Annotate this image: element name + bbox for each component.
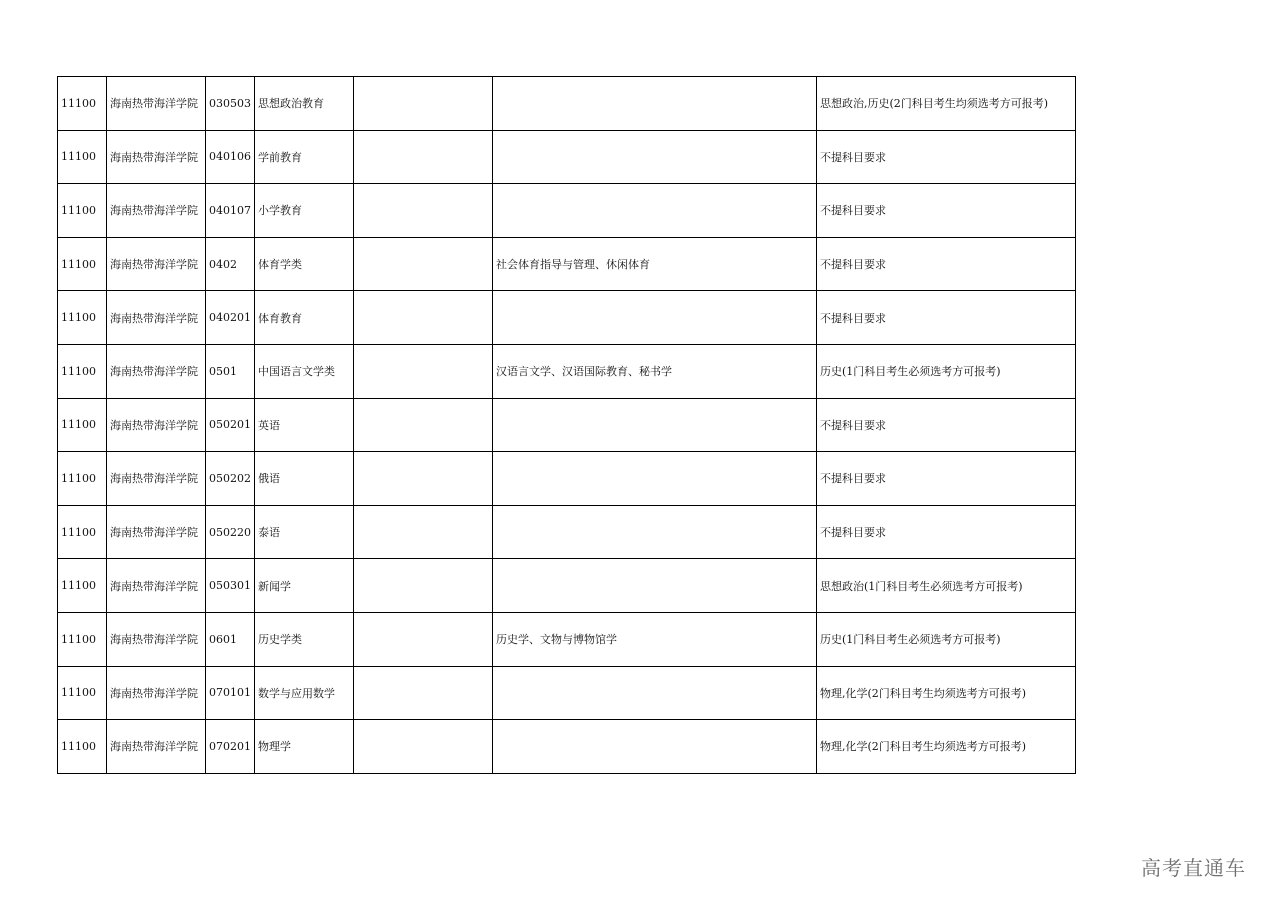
major-code-cell: 0501 (206, 344, 255, 398)
table-row (58, 666, 1076, 720)
major-code-cell: 050220 (206, 505, 255, 559)
school-code-cell: 11100 (58, 344, 107, 398)
school-code-cell: 11100 (58, 505, 107, 559)
note-cell (354, 559, 493, 613)
school-name-cell: 海南热带海洋学院 (107, 720, 206, 774)
school-code-cell: 11100 (58, 237, 107, 291)
note-cell (354, 130, 493, 184)
table-row (58, 505, 1076, 559)
major-code-cell: 070101 (206, 666, 255, 720)
major-code-cell: 040106 (206, 130, 255, 184)
included-majors-cell (493, 452, 817, 506)
subject-requirement-cell: 不提科目要求 (817, 291, 1076, 345)
school-name-cell: 海南热带海洋学院 (107, 505, 206, 559)
major-code-cell: 040201 (206, 291, 255, 345)
included-majors-cell (493, 398, 817, 452)
school-code-cell: 11100 (58, 130, 107, 184)
subject-requirement-cell: 物理,化学(2门科目考生均须选考方可报考) (817, 720, 1076, 774)
major-name-cell: 俄语 (255, 452, 354, 506)
watermark-text: 高考直通车 (1141, 856, 1246, 880)
school-name-cell: 海南热带海洋学院 (107, 77, 206, 131)
major-name-cell: 新闻学 (255, 559, 354, 613)
note-cell (354, 720, 493, 774)
major-name-cell: 思想政治教育 (255, 77, 354, 131)
subject-requirement-cell: 不提科目要求 (817, 452, 1076, 506)
table-row (58, 398, 1076, 452)
school-name-cell: 海南热带海洋学院 (107, 291, 206, 345)
major-code-cell: 030503 (206, 77, 255, 131)
included-majors-cell (493, 77, 817, 131)
major-name-cell: 物理学 (255, 720, 354, 774)
table-row (58, 559, 1076, 613)
major-code-cell: 040107 (206, 184, 255, 238)
school-code-cell: 11100 (58, 77, 107, 131)
school-name-cell: 海南热带海洋学院 (107, 130, 206, 184)
included-majors-cell: 社会体育指导与管理、休闲体育 (493, 237, 817, 291)
major-name-cell: 体育教育 (255, 291, 354, 345)
major-code-cell: 050202 (206, 452, 255, 506)
subject-requirement-cell: 历史(1门科目考生必须选考方可报考) (817, 612, 1076, 666)
note-cell (354, 77, 493, 131)
included-majors-cell (493, 666, 817, 720)
table-row (58, 291, 1076, 345)
note-cell (354, 184, 493, 238)
subject-requirement-cell: 不提科目要求 (817, 184, 1076, 238)
subject-requirement-cell: 不提科目要求 (817, 398, 1076, 452)
subject-requirement-cell: 不提科目要求 (817, 505, 1076, 559)
major-name-cell: 历史学类 (255, 612, 354, 666)
major-name-cell: 数学与应用数学 (255, 666, 354, 720)
table-row (58, 237, 1076, 291)
subject-requirement-cell: 物理,化学(2门科目考生均须选考方可报考) (817, 666, 1076, 720)
school-name-cell: 海南热带海洋学院 (107, 184, 206, 238)
included-majors-cell: 汉语言文学、汉语国际教育、秘书学 (493, 344, 817, 398)
major-code-cell: 050201 (206, 398, 255, 452)
school-code-cell: 11100 (58, 291, 107, 345)
school-name-cell: 海南热带海洋学院 (107, 398, 206, 452)
major-name-cell: 学前教育 (255, 130, 354, 184)
table-row (58, 77, 1076, 131)
major-name-cell: 小学教育 (255, 184, 354, 238)
school-code-cell: 11100 (58, 666, 107, 720)
note-cell (354, 398, 493, 452)
included-majors-cell (493, 130, 817, 184)
school-code-cell: 11100 (58, 452, 107, 506)
included-majors-cell (493, 720, 817, 774)
major-code-cell: 050301 (206, 559, 255, 613)
included-majors-cell (493, 505, 817, 559)
included-majors-cell (493, 291, 817, 345)
major-code-cell: 0402 (206, 237, 255, 291)
note-cell (354, 237, 493, 291)
school-name-cell: 海南热带海洋学院 (107, 559, 206, 613)
subject-requirement-cell: 思想政治(1门科目考生必须选考方可报考) (817, 559, 1076, 613)
table-row (58, 344, 1076, 398)
subject-requirement-cell: 历史(1门科目考生必须选考方可报考) (817, 344, 1076, 398)
table-row (58, 720, 1076, 774)
included-majors-cell (493, 559, 817, 613)
major-name-cell: 体育学类 (255, 237, 354, 291)
school-code-cell: 11100 (58, 720, 107, 774)
subject-requirements-table (57, 76, 1076, 774)
included-majors-cell (493, 184, 817, 238)
major-name-cell: 泰语 (255, 505, 354, 559)
note-cell (354, 291, 493, 345)
school-name-cell: 海南热带海洋学院 (107, 237, 206, 291)
table-row (58, 612, 1076, 666)
table-row (58, 130, 1076, 184)
included-majors-cell: 历史学、文物与博物馆学 (493, 612, 817, 666)
table-row (58, 452, 1076, 506)
subject-requirement-cell: 思想政治,历史(2门科目考生均须选考方可报考) (817, 77, 1076, 131)
major-code-cell: 070201 (206, 720, 255, 774)
school-code-cell: 11100 (58, 398, 107, 452)
school-name-cell: 海南热带海洋学院 (107, 452, 206, 506)
school-name-cell: 海南热带海洋学院 (107, 666, 206, 720)
school-code-cell: 11100 (58, 184, 107, 238)
note-cell (354, 666, 493, 720)
table-row (58, 184, 1076, 238)
school-name-cell: 海南热带海洋学院 (107, 612, 206, 666)
subject-requirement-cell: 不提科目要求 (817, 130, 1076, 184)
school-name-cell: 海南热带海洋学院 (107, 344, 206, 398)
note-cell (354, 452, 493, 506)
note-cell (354, 612, 493, 666)
major-name-cell: 英语 (255, 398, 354, 452)
school-code-cell: 11100 (58, 559, 107, 613)
table-body (58, 77, 1076, 774)
major-code-cell: 0601 (206, 612, 255, 666)
note-cell (354, 344, 493, 398)
subject-requirement-cell: 不提科目要求 (817, 237, 1076, 291)
major-name-cell: 中国语言文学类 (255, 344, 354, 398)
school-code-cell: 11100 (58, 612, 107, 666)
note-cell (354, 505, 493, 559)
